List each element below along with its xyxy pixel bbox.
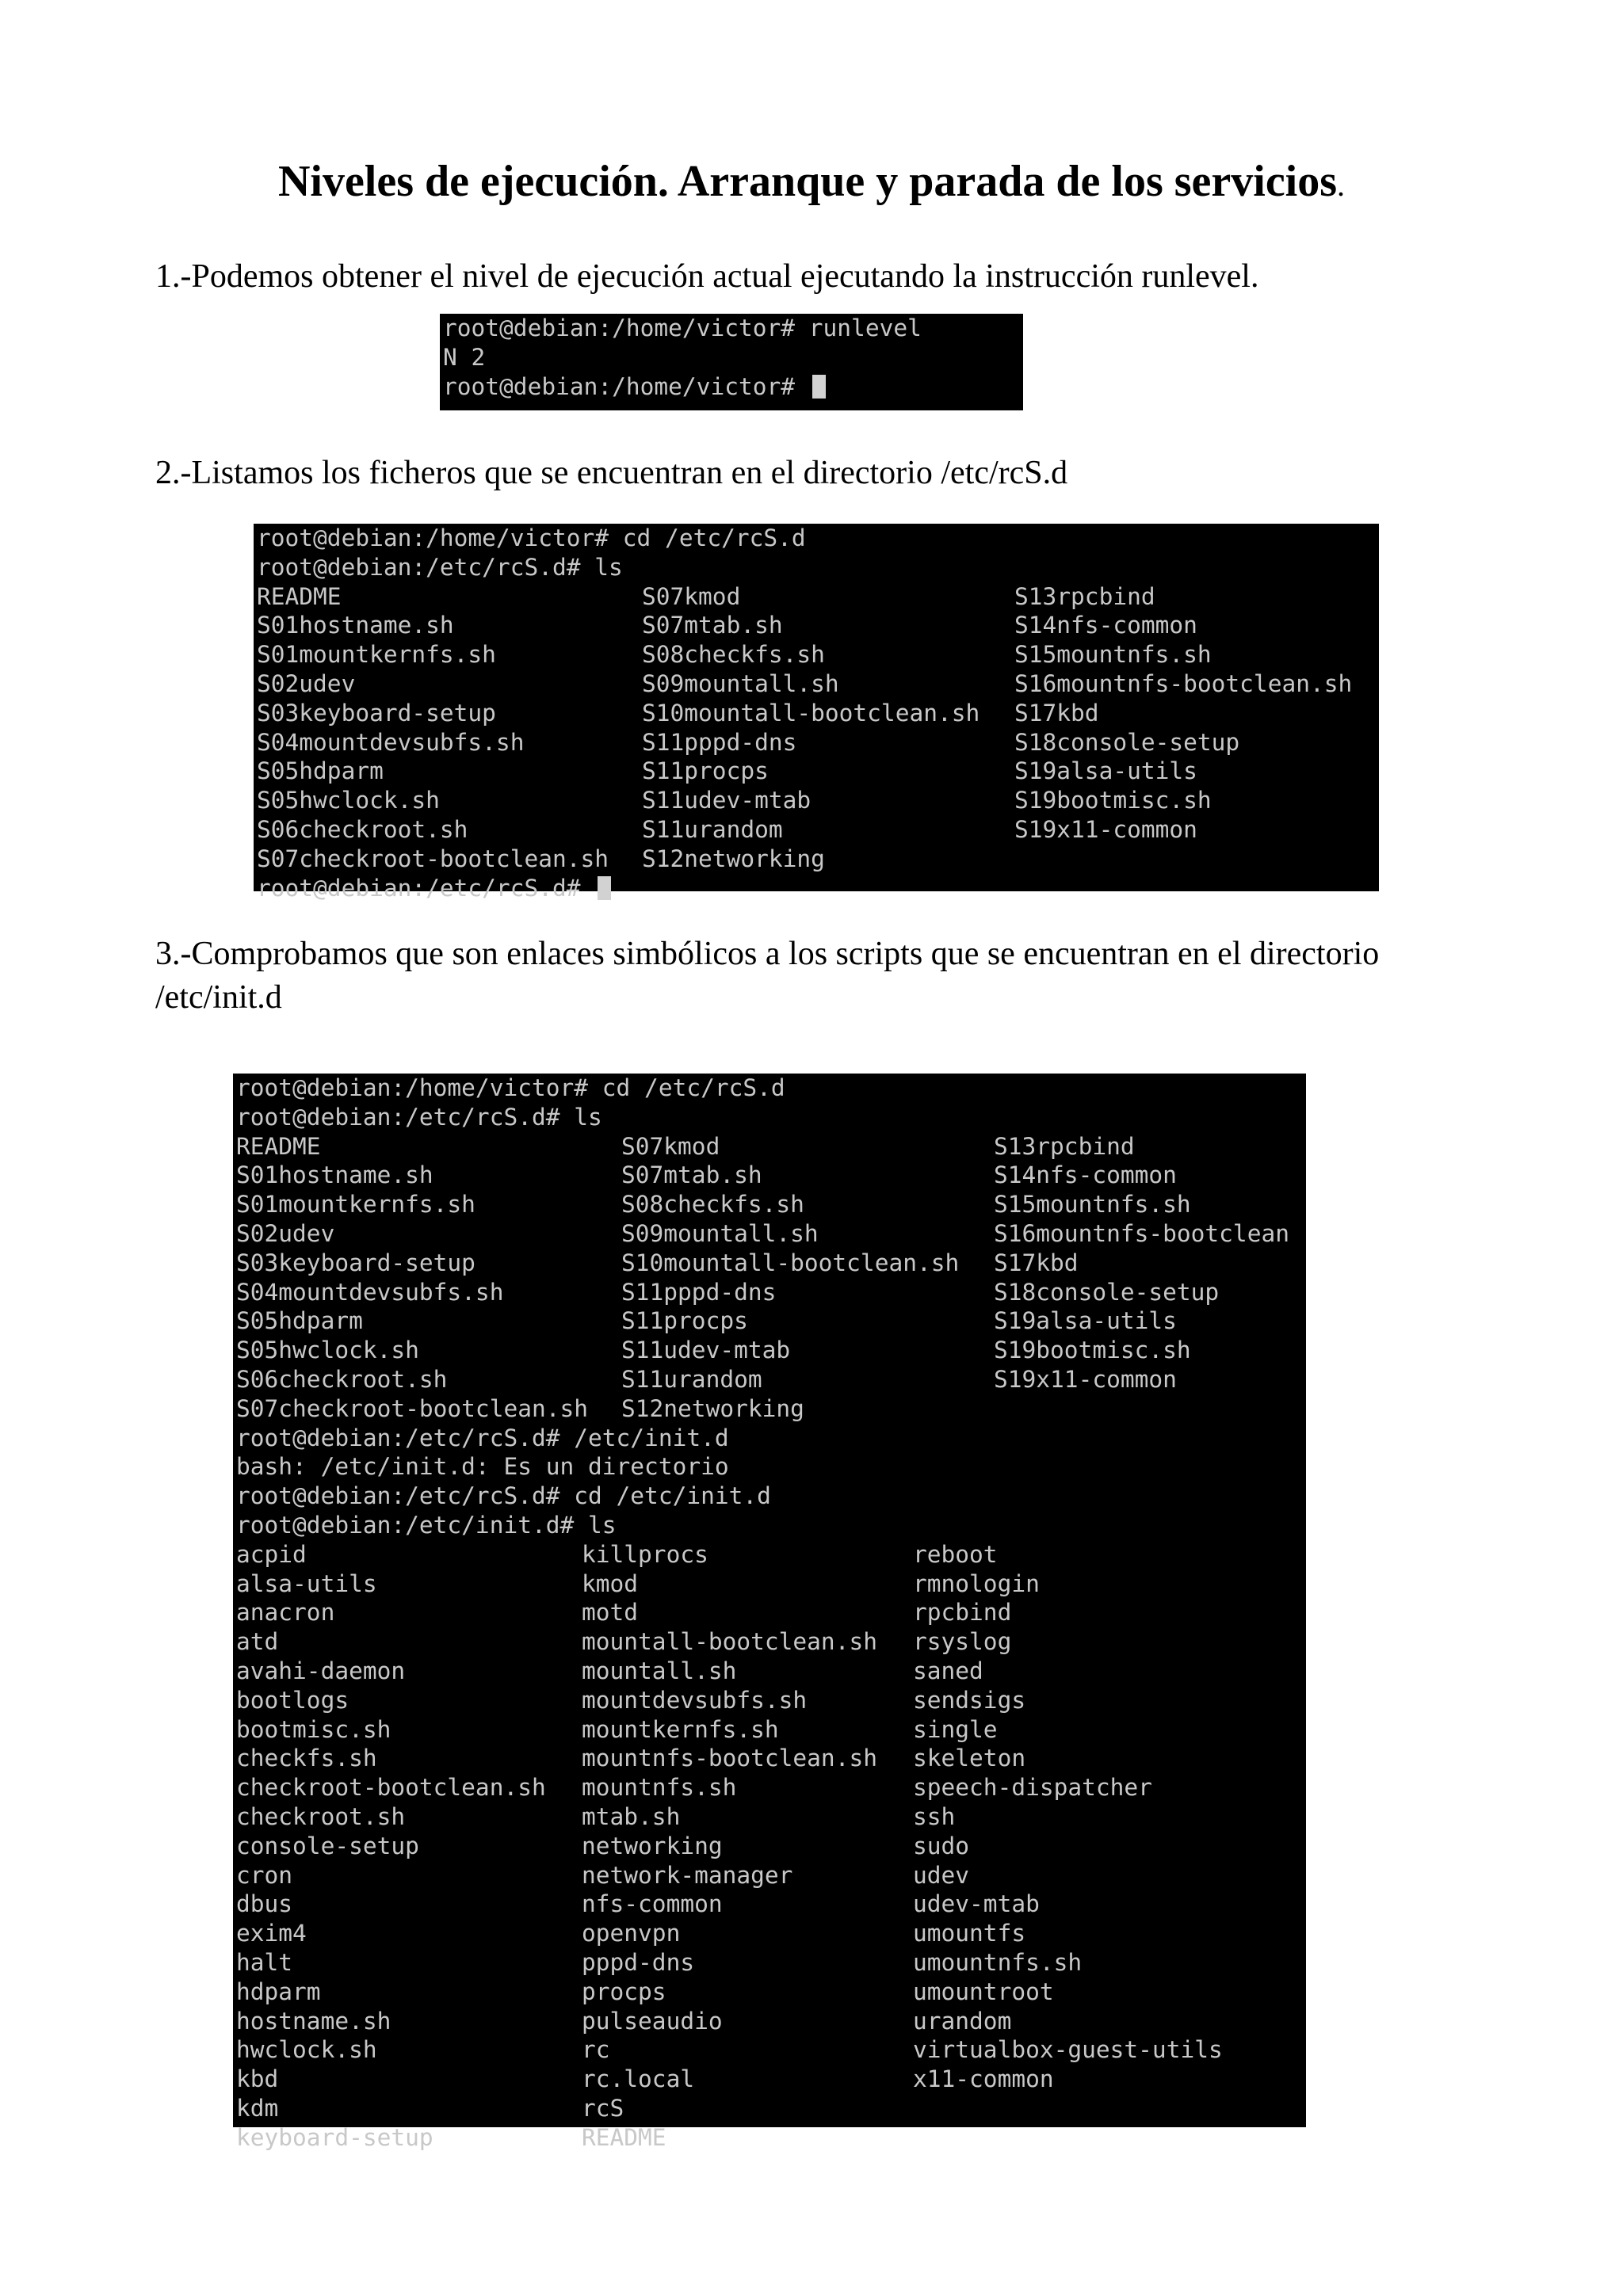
terminal-file-entry: x11-common — [913, 2065, 1054, 2093]
terminal-file-entry: S07mtab.sh — [642, 612, 783, 639]
terminal-file-entry: S19bootmisc.sh — [1014, 787, 1212, 814]
terminal-file-entry: S01mountkernfs.sh — [257, 641, 496, 669]
terminal-file-entry: anacron — [236, 1599, 335, 1627]
terminal-file-entry: S05hdparm — [236, 1307, 363, 1335]
terminal-line: root@debian:/home/victor# — [443, 372, 826, 402]
terminal-file-entry: S17kbd — [994, 1249, 1079, 1276]
terminal-file-entry: alsa-utils — [236, 1569, 377, 1597]
terminal-file-entry: S19bootmisc.sh — [994, 1337, 1191, 1364]
terminal-file-entry: S03keyboard-setup — [257, 699, 496, 727]
terminal-file-entry: S05hdparm — [257, 757, 384, 785]
terminal-file-entry: S19alsa-utils — [994, 1307, 1177, 1335]
terminal-file-entry: rc.local — [582, 2065, 695, 2093]
terminal-file-entry: umountnfs.sh — [913, 1949, 1083, 1976]
terminal-line: root@debian:/home/victor# runlevel — [443, 315, 922, 341]
terminal-file-entry: S06checkroot.sh — [257, 816, 468, 843]
terminal-file-entry: S01hostname.sh — [236, 1161, 433, 1189]
terminal-file-entry: S04mountdevsubfs.sh — [257, 728, 525, 756]
terminal-file-entry: checkroot.sh — [236, 1803, 406, 1830]
terminal-file-entry: cron — [236, 1861, 293, 1889]
terminal-file-entry: network-manager — [582, 1861, 793, 1889]
terminal-file-entry: reboot — [913, 1540, 998, 1568]
terminal-file-entry: sudo — [913, 1832, 970, 1859]
terminal-file-entry: S07kmod — [621, 1132, 720, 1160]
terminal-file-entry: S07checkroot-bootclean.sh — [257, 845, 609, 872]
terminal-file-entry: S05hwclock.sh — [257, 787, 440, 814]
terminal-file-entry: ssh — [913, 1803, 956, 1830]
terminal-file-entry: bootmisc.sh — [236, 1715, 391, 1743]
terminal-file-entry: S11pppd-dns — [621, 1278, 777, 1306]
terminal-file-entry: udev — [913, 1861, 970, 1889]
terminal-file-entry: atd — [236, 1628, 279, 1656]
terminal-file-entry: mountnfs-bootclean.sh — [582, 1745, 877, 1772]
terminal-file-entry: motd — [582, 1599, 639, 1627]
terminal-file-entry: skeleton — [913, 1745, 1026, 1772]
terminal-file-entry: hostname.sh — [236, 2007, 391, 2035]
terminal-line: root@debian:/home/victor# cd /etc/rcS.d — [257, 524, 806, 551]
terminal-file-entry: openvpn — [582, 1920, 681, 1947]
terminal-file-entry: rmnologin — [913, 1569, 1040, 1597]
terminal-initd-listing — [233, 1074, 1306, 2151]
terminal-file-entry: umountfs — [913, 1920, 1026, 1947]
terminal-file-entry: umountroot — [913, 1978, 1054, 2005]
terminal-file-entry: S02udev — [236, 1220, 335, 1247]
terminal-file-entry: S10mountall-bootclean.sh — [642, 699, 980, 727]
terminal-file-entry: acpid — [236, 1540, 307, 1568]
terminal-file-entry: README — [257, 582, 342, 610]
terminal-file-entry: dbus — [236, 1890, 293, 1918]
terminal-file-entry: checkroot-bootclean.sh — [236, 1774, 546, 1802]
terminal-file-entry: halt — [236, 1949, 293, 1976]
terminal-file-entry: urandom — [913, 2007, 1012, 2035]
terminal-file-entry: bootlogs — [236, 1686, 349, 1714]
terminal-file-entry: S11udev-mtab — [642, 787, 812, 814]
terminal-file-entry: S19alsa-utils — [1014, 757, 1197, 785]
terminal-line: root@debian:/etc/rcS.d# ls — [257, 553, 623, 581]
terminal-file-entry: exim4 — [236, 1920, 307, 1947]
terminal-file-entry: kbd — [236, 2065, 279, 2093]
terminal-file-entry: S07checkroot-bootclean.sh — [236, 1394, 589, 1422]
terminal-file-entry: networking — [582, 1832, 723, 1859]
terminal-file-entry: S13rpcbind — [1014, 582, 1155, 610]
terminal-file-entry: udev-mtab — [913, 1890, 1040, 1918]
terminal-file-entry: S18console-setup — [1014, 728, 1240, 756]
terminal-file-entry: pppd-dns — [582, 1949, 695, 1976]
step-2-text: 2.-Listamos los ficheros que se encuentran en el directorio /etc/rcS.d — [155, 455, 1068, 491]
terminal-file-entry: S14nfs-common — [994, 1161, 1177, 1189]
terminal-file-entry: hdparm — [236, 1978, 321, 2005]
terminal-file-entry: mtab.sh — [582, 1803, 681, 1830]
terminal-file-entry: keyboard-setup — [236, 2123, 433, 2151]
terminal-file-entry: README — [582, 2123, 666, 2151]
terminal-file-entry: killprocs — [582, 1540, 708, 1568]
terminal-file-entry: kmod — [582, 1569, 639, 1597]
terminal-file-entry: S16mountnfs-bootclean.sh — [1014, 670, 1353, 697]
terminal-file-entry: S09mountall.sh — [642, 670, 839, 697]
terminal-file-entry: virtualbox-guest-utils — [913, 2036, 1223, 2064]
terminal-file-entry: console-setup — [236, 1832, 419, 1859]
terminal-file-entry: S07mtab.sh — [621, 1161, 762, 1189]
terminal-line: root@debian:/etc/rcS.d# cd /etc/init.d — [236, 1482, 771, 1510]
terminal-file-entry: mountall-bootclean.sh — [582, 1628, 877, 1656]
page-title-text: Niveles de ejecución. Arranque y parada de los servicios — [277, 157, 1338, 206]
page-title — [0, 155, 1623, 208]
terminal-file-entry: single — [913, 1715, 998, 1743]
terminal-file-entry: README — [236, 1132, 321, 1160]
terminal-file-entry: avahi-daemon — [236, 1657, 406, 1684]
terminal-file-entry: S11pppd-dns — [642, 728, 797, 756]
terminal-file-entry: S06checkroot.sh — [236, 1366, 448, 1393]
terminal-file-entry: S12networking — [642, 845, 825, 872]
terminal-file-entry: S17kbd — [1014, 699, 1099, 727]
terminal-file-entry: S11procps — [621, 1307, 748, 1335]
terminal-file-entry: hwclock.sh — [236, 2036, 377, 2064]
terminal-file-entry: S10mountall-bootclean.sh — [621, 1249, 960, 1276]
terminal-file-entry: S07kmod — [642, 582, 741, 610]
terminal-runlevel — [440, 314, 1023, 410]
terminal-file-entry: pulseaudio — [582, 2007, 723, 2035]
terminal-prompt: root@debian:/etc/rcS.d# — [257, 874, 611, 903]
terminal-file-entry: rpcbind — [913, 1599, 1012, 1627]
terminal-file-entry: S12networking — [621, 1394, 804, 1422]
terminal-file-entry: S02udev — [257, 670, 356, 697]
terminal-cursor — [598, 876, 611, 900]
terminal-file-entry: saned — [913, 1657, 983, 1684]
terminal-line: root@debian:/home/victor# cd /etc/rcS.d — [236, 1074, 785, 1101]
step-3-text: 3.-Comprobamos que son enlaces simbólicos a los scripts que se encuentran en el directorio /etc/init.d — [155, 936, 1380, 1016]
terminal-file-entry: S19x11-common — [1014, 816, 1197, 843]
step-1-text: 1.-Podemos obtener el nivel de ejecución actual ejecutando la instrucción runlevel. — [155, 258, 1259, 295]
terminal-file-entry: S08checkfs.sh — [621, 1191, 804, 1219]
terminal-file-entry: procps — [582, 1978, 666, 2005]
terminal-file-entry: S11procps — [642, 757, 769, 785]
terminal-file-entry: S09mountall.sh — [621, 1220, 819, 1247]
terminal-file-entry: checkfs.sh — [236, 1745, 377, 1772]
terminal-file-entry: kdm — [236, 2095, 279, 2122]
terminal-line: bash: /etc/init.d: Es un directorio — [236, 1453, 729, 1481]
terminal-file-entry: mountdevsubfs.sh — [582, 1686, 808, 1714]
terminal-file-entry: mountkernfs.sh — [582, 1715, 779, 1743]
terminal-file-entry: S11udev-mtab — [621, 1337, 791, 1364]
terminal-file-entry: speech-dispatcher — [913, 1774, 1152, 1802]
terminal-file-entry: rcS — [582, 2095, 624, 2122]
terminal-line: root@debian:/etc/rcS.d# /etc/init.d — [236, 1424, 729, 1451]
terminal-file-entry: mountall.sh — [582, 1657, 737, 1684]
terminal-file-entry: S04mountdevsubfs.sh — [236, 1278, 504, 1306]
terminal-file-entry: S18console-setup — [994, 1278, 1220, 1306]
terminal-file-entry: S01mountkernfs.sh — [236, 1191, 475, 1219]
terminal-line: root@debian:/etc/rcS.d# ls — [236, 1103, 602, 1131]
terminal-cursor — [812, 375, 826, 399]
terminal-file-entry: sendsigs — [913, 1686, 1026, 1714]
terminal-file-entry: mountnfs.sh — [582, 1774, 737, 1802]
terminal-file-entry: S15mountnfs.sh — [1014, 641, 1212, 669]
terminal-file-entry: S08checkfs.sh — [642, 641, 825, 669]
terminal-line: root@debian:/etc/init.d# ls — [236, 1512, 617, 1539]
terminal-file-entry: S11urandom — [642, 816, 783, 843]
terminal-file-entry: S03keyboard-setup — [236, 1249, 475, 1276]
terminal-file-entry: rsyslog — [913, 1628, 1012, 1656]
terminal-file-entry: S19x11-common — [994, 1366, 1177, 1393]
terminal-file-entry: S11urandom — [621, 1366, 762, 1393]
terminal-line: N 2 — [443, 343, 486, 371]
terminal-file-entry: S05hwclock.sh — [236, 1337, 419, 1364]
terminal-file-entry: S15mountnfs.sh — [994, 1191, 1191, 1219]
terminal-file-entry: S01hostname.sh — [257, 612, 454, 639]
terminal-file-entry: S13rpcbind — [994, 1132, 1135, 1160]
terminal-file-entry: S16mountnfs-bootclean — [994, 1220, 1289, 1247]
terminal-rcs-listing — [254, 524, 1379, 902]
terminal-file-entry: rc — [582, 2036, 610, 2064]
terminal-file-entry: S14nfs-common — [1014, 612, 1197, 639]
terminal-file-entry: nfs-common — [582, 1890, 723, 1918]
page-title-suffix: . — [1337, 167, 1346, 203]
